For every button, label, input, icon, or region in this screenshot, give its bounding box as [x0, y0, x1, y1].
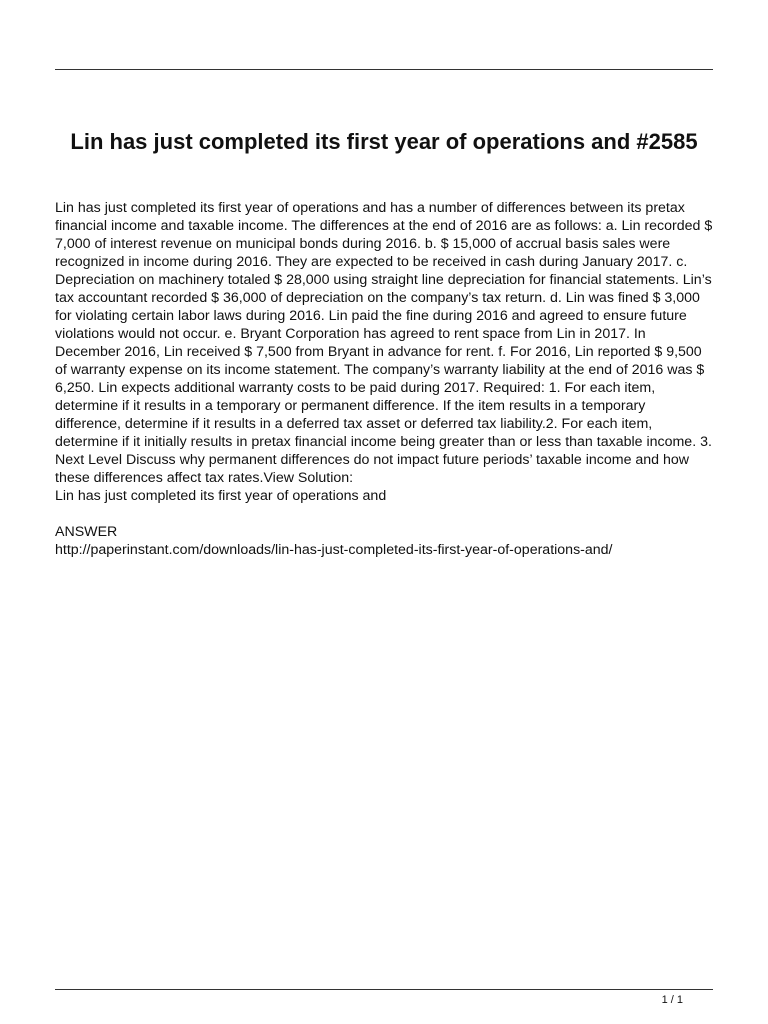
document-content	[55, 199, 713, 559]
page-number: 1 / 1	[661, 994, 683, 1006]
answer-label: ANSWER	[55, 524, 118, 540]
top-divider	[55, 69, 713, 70]
question-body: Lin has just completed its first year of operations and has a number of differences between its pretax financial income and taxable income. The differences at the end of 2016 are as follows: a. Lin recorded $ 7,000 of interest revenue on municipal bonds during 2016. b. $ 15,000 of accrual basis sales were recognized in income during 2016. They are expected to be received in cash during January 2017. c. Depreciation on machinery totaled $ 28,000 using straight line depreciation for financial statements. Lin’s tax accountant recorded $ 36,000 of depreciation on the company’s tax return. d. Lin was fined $ 3,000 for violating certain labor laws during 2016. Lin paid the fine during 2016 and agreed to ensure future violations would not occur. e. Bryant Corporation has agreed to rent space from Lin in 2017. In December 2016, Lin received $ 7,500 from Bryant in advance for rent. f. For 2016, Lin reported $ 9,500 of warranty expense on its income statement. The company’s warranty liability at the end of 2016 was $ 6,250. Lin expects additional warranty costs to be paid during 2017. Required: 1. For each item, determine if it results in a temporary or permanent difference. If the item results in a temporary difference, determine if it results in a deferred tax asset or deferred tax liability.2. For each item, determine if it initially results in pretax financial income being greater than or less than taxable income. 3. Next Level Discuss why permanent differences do not impact future periods’ taxable income and how these differences affect tax rates.View Solution:	[55, 200, 713, 486]
bottom-divider	[55, 989, 713, 990]
document-title: Lin has just completed its first year of operations and #2585	[70, 129, 698, 154]
answer-url-link[interactable]: http://paperinstant.com/downloads/lin-has-just-completed-its-first-year-of-operations-and/	[55, 542, 613, 558]
solution-link[interactable]: Lin has just completed its first year of operations and	[55, 488, 387, 504]
spacer	[55, 505, 713, 523]
